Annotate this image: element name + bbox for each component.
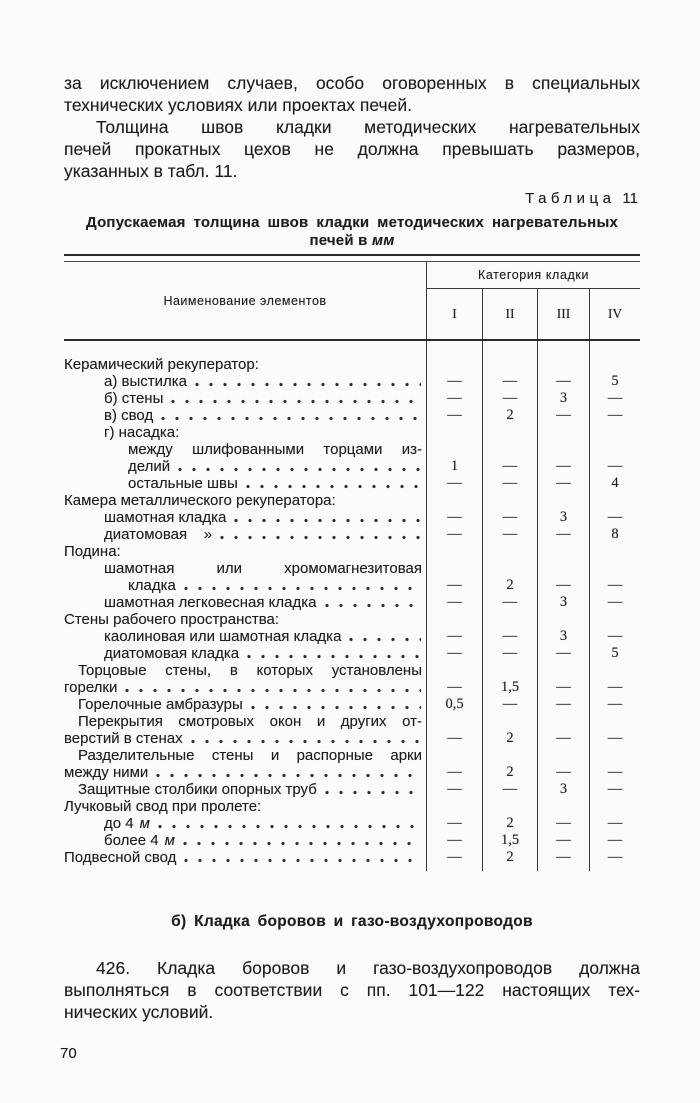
row-label-text: между ними	[64, 764, 149, 781]
cell-value: 5	[589, 645, 640, 662]
cell-value	[589, 713, 640, 730]
cell-value: —	[482, 781, 537, 798]
column-header-I: I	[426, 289, 482, 339]
cell-value: —	[589, 815, 640, 832]
row-label	[64, 747, 426, 764]
leader-dots	[251, 705, 421, 710]
paragraph-line: печей прокатных цехов не должна превышать размеров,	[64, 139, 640, 159]
cell-value	[537, 492, 589, 509]
cell-value	[589, 492, 640, 509]
cell-value	[537, 713, 589, 730]
cell-value	[482, 341, 537, 373]
cell-value: 8	[589, 526, 640, 543]
cell-value	[537, 341, 589, 373]
cell-value	[426, 611, 482, 628]
leader-dots	[246, 484, 421, 489]
cell-value	[426, 492, 482, 509]
cell-value	[482, 662, 537, 679]
leader-dots	[195, 382, 421, 387]
row-label	[64, 798, 426, 815]
cell-value: —	[426, 832, 482, 849]
cell-value: —	[482, 475, 537, 492]
cell-value: —	[589, 509, 640, 526]
cell-value	[589, 798, 640, 815]
cell-value: —	[537, 645, 589, 662]
table-header	[64, 262, 640, 341]
cell-value: —	[426, 679, 482, 696]
cell-value: —	[589, 781, 640, 798]
cell-value: —	[537, 577, 589, 594]
column-header-III: III	[537, 289, 589, 339]
cell-value: —	[537, 832, 589, 849]
cell-value: —	[537, 849, 589, 871]
data-table	[64, 254, 640, 871]
leader-dots	[234, 518, 421, 523]
paragraph-line: выполняться в соответствии с пп. 101—122 настоящих тех-	[64, 980, 640, 1000]
row-label-text: Керамический рекуператор:	[64, 356, 259, 373]
row-label-text: Подина:	[64, 543, 121, 560]
row-label	[64, 781, 426, 798]
cell-value: —	[482, 628, 537, 645]
row-label	[64, 849, 426, 871]
cell-value: —	[589, 628, 640, 645]
cell-value	[482, 560, 537, 577]
row-label	[64, 526, 426, 543]
cell-value	[426, 543, 482, 560]
table-caption-word: Таблица	[525, 190, 616, 207]
cell-value: —	[589, 832, 640, 849]
cell-value: —	[426, 390, 482, 407]
table-title-unit: мм	[371, 232, 395, 249]
cell-value: 2	[482, 730, 537, 747]
cell-value: 2	[482, 577, 537, 594]
cell-value	[589, 543, 640, 560]
row-label-text: Защитные столбики опорных труб	[78, 781, 317, 798]
cell-value: —	[426, 628, 482, 645]
cell-value	[482, 492, 537, 509]
row-label	[64, 713, 426, 730]
cell-value	[426, 662, 482, 679]
row-label-unit: м	[164, 832, 175, 849]
cell-value: —	[589, 730, 640, 747]
leader-dots	[325, 603, 422, 608]
leader-dots	[156, 773, 421, 778]
cell-value: 3	[537, 594, 589, 611]
row-label-text: делий	[128, 458, 171, 475]
cell-value	[426, 713, 482, 730]
table-top-rule	[64, 254, 640, 262]
leader-dots	[184, 586, 421, 591]
table-title-line-2	[64, 232, 640, 250]
cell-value: —	[482, 509, 537, 526]
cell-value	[482, 747, 537, 764]
cell-value: —	[426, 526, 482, 543]
cell-value: —	[426, 849, 482, 871]
cell-value: —	[589, 390, 640, 407]
cell-value	[537, 424, 589, 441]
table-title-line-2-text: печей в	[309, 232, 372, 249]
leader-dots	[184, 858, 421, 863]
cell-value	[426, 441, 482, 458]
row-label	[64, 662, 426, 679]
paragraph-line: нических условий.	[64, 1002, 214, 1022]
cell-value: —	[537, 679, 589, 696]
cell-value: 3	[537, 509, 589, 526]
row-label-text: остальные швы	[128, 475, 238, 492]
cell-value: 3	[537, 781, 589, 798]
cell-value: —	[426, 475, 482, 492]
cell-value: —	[426, 815, 482, 832]
cell-value	[426, 341, 482, 373]
cell-value: —	[537, 475, 589, 492]
leader-dots	[171, 399, 421, 404]
cell-value: 2	[482, 764, 537, 781]
cell-value: —	[426, 577, 482, 594]
row-label-text: Перекрытия смотровых окон и других от-	[78, 713, 422, 730]
column-header-name: Наименование элементов	[163, 293, 327, 308]
row-label	[64, 543, 426, 560]
table-body	[64, 341, 640, 871]
cell-value: —	[426, 594, 482, 611]
leader-dots	[158, 824, 421, 829]
row-label-text: кладка	[128, 577, 176, 594]
paragraph-line: технических условиях или проектах печей.	[64, 95, 413, 115]
cell-value	[426, 747, 482, 764]
row-label	[64, 424, 426, 441]
row-label-text: Торцовые стены, в которых установлены	[78, 662, 422, 679]
row-label-text: шамотная или хромомагнезитовая	[104, 560, 422, 577]
cell-value	[589, 662, 640, 679]
cell-value: 0,5	[426, 696, 482, 713]
cell-value	[537, 611, 589, 628]
section-heading: б) Кладка боровов и газо-воздухопроводов	[171, 913, 533, 930]
cell-value: —	[426, 730, 482, 747]
cell-value	[589, 441, 640, 458]
row-label	[64, 832, 426, 849]
cell-value	[482, 441, 537, 458]
cell-value	[482, 424, 537, 441]
row-label	[64, 492, 426, 509]
cell-value: —	[537, 407, 589, 424]
leader-dots	[183, 841, 421, 846]
row-label-unit: м	[139, 815, 150, 832]
cell-value: 2	[482, 849, 537, 871]
cell-value: —	[589, 764, 640, 781]
leader-dots	[349, 637, 421, 642]
cell-value: 1	[426, 458, 482, 475]
paragraph-line: за исключением случаев, особо оговоренных в специальных	[64, 73, 640, 93]
cell-value: 2	[482, 407, 537, 424]
cell-value: —	[482, 645, 537, 662]
row-label-text: г) насадка:	[104, 424, 180, 441]
cell-value: —	[589, 577, 640, 594]
row-label-text: Разделительные стены и распорные арки	[78, 747, 422, 764]
row-label	[64, 475, 426, 492]
table-title-line-1: Допускаемая толщина швов кладки методических нагревательных	[86, 214, 618, 231]
cell-value	[482, 543, 537, 560]
cell-value: 5	[589, 373, 640, 390]
cell-value: —	[426, 764, 482, 781]
row-label	[64, 577, 426, 594]
cell-value: —	[482, 373, 537, 390]
row-label	[64, 458, 426, 475]
row-label	[64, 679, 426, 696]
paragraph-426	[64, 957, 640, 1023]
row-label	[64, 815, 426, 832]
cell-value: —	[426, 645, 482, 662]
row-label	[64, 696, 426, 713]
row-label-text: более 4	[104, 832, 159, 849]
cell-value: 1,5	[482, 832, 537, 849]
cell-value: —	[482, 594, 537, 611]
row-label-text: шамотная кладка	[104, 509, 227, 526]
row-label	[64, 560, 426, 577]
paragraph-line: указанных в табл. 11.	[64, 161, 238, 181]
cell-value	[482, 798, 537, 815]
page-content	[60, 0, 640, 1062]
row-label	[64, 611, 426, 628]
cell-value	[589, 424, 640, 441]
cell-value	[537, 747, 589, 764]
row-label-text: шамотная легковесная кладка	[104, 594, 317, 611]
cell-value	[426, 798, 482, 815]
row-label-text: диатомовая кладка	[104, 645, 240, 662]
cell-value: —	[537, 764, 589, 781]
row-label	[64, 390, 426, 407]
row-label	[64, 628, 426, 645]
leader-dots	[191, 739, 421, 744]
cell-value: —	[589, 849, 640, 871]
row-label	[64, 509, 426, 526]
row-label-text: Камера металлического рекуператора:	[64, 492, 336, 509]
row-label-text: до 4	[104, 815, 134, 832]
row-label-text: диатомовая »	[104, 526, 213, 543]
cell-value: —	[589, 407, 640, 424]
cell-value: —	[426, 509, 482, 526]
cell-value: 1,5	[482, 679, 537, 696]
leader-dots	[220, 535, 421, 540]
row-label	[64, 341, 426, 373]
leader-dots	[247, 654, 421, 659]
leader-dots	[161, 416, 421, 421]
row-label-text: горелки	[64, 679, 118, 696]
paragraph-line: Толщина швов кладки методических нагревательных	[96, 117, 640, 137]
leader-dots	[178, 467, 421, 472]
cell-value	[426, 560, 482, 577]
table-caption-number: 11	[622, 190, 638, 207]
cell-value: —	[589, 679, 640, 696]
cell-value: —	[482, 390, 537, 407]
cell-value	[537, 560, 589, 577]
intro-paragraph-1	[64, 72, 640, 116]
row-label	[64, 594, 426, 611]
column-header-category-group: Категория кладки	[426, 262, 640, 289]
column-header-IV: IV	[589, 289, 640, 339]
cell-value: —	[482, 458, 537, 475]
row-label	[64, 373, 426, 390]
cell-value	[589, 611, 640, 628]
cell-value	[537, 662, 589, 679]
row-label-text: Подвесной свод	[64, 849, 177, 866]
cell-value: —	[426, 407, 482, 424]
cell-value: 2	[482, 815, 537, 832]
cell-value	[589, 747, 640, 764]
cell-value: 4	[589, 475, 640, 492]
cell-value: —	[537, 815, 589, 832]
cell-value: —	[589, 696, 640, 713]
table-title	[64, 214, 640, 250]
row-label-text: верстий в стенах	[64, 730, 183, 747]
cell-value	[589, 560, 640, 577]
cell-value	[482, 713, 537, 730]
cell-value	[426, 424, 482, 441]
cell-value	[537, 798, 589, 815]
leader-dots	[325, 790, 421, 795]
row-label	[64, 407, 426, 424]
row-label	[64, 441, 426, 458]
row-label-text: каолиновая или шамотная кладка	[104, 628, 342, 645]
column-header-II: II	[482, 289, 537, 339]
row-label-text: Стены рабочего пространства:	[64, 611, 280, 628]
page-number: 70	[60, 1045, 77, 1062]
cell-value: —	[426, 781, 482, 798]
row-label-text: в) свод	[104, 407, 154, 424]
cell-value: 3	[537, 628, 589, 645]
row-label	[64, 730, 426, 747]
cell-value: —	[482, 526, 537, 543]
cell-value: —	[482, 696, 537, 713]
cell-value: —	[589, 458, 640, 475]
intro-paragraph-2	[64, 116, 640, 182]
cell-value: —	[537, 373, 589, 390]
cell-value	[537, 543, 589, 560]
row-label-text: а) выстилка	[104, 373, 187, 390]
row-label-text: между шлифованными торцами из-	[128, 441, 422, 458]
cell-value: —	[537, 730, 589, 747]
row-label-text: Лучковый свод при пролете:	[64, 798, 262, 815]
cell-value: —	[537, 696, 589, 713]
table-caption-label	[64, 190, 640, 207]
cell-value	[589, 341, 640, 373]
cell-value: —	[589, 594, 640, 611]
cell-value: —	[537, 526, 589, 543]
leader-dots	[125, 688, 421, 693]
cell-value	[482, 611, 537, 628]
row-label-text: Горелочные амбразуры	[78, 696, 243, 713]
cell-value: —	[537, 458, 589, 475]
cell-value: 3	[537, 390, 589, 407]
row-label	[64, 764, 426, 781]
cell-value: —	[426, 373, 482, 390]
row-label	[64, 645, 426, 662]
cell-value	[537, 441, 589, 458]
row-label-text: б) стены	[104, 390, 164, 407]
paragraph-line: 426. Кладка боровов и газо-воздухопроводов должна	[96, 958, 640, 978]
